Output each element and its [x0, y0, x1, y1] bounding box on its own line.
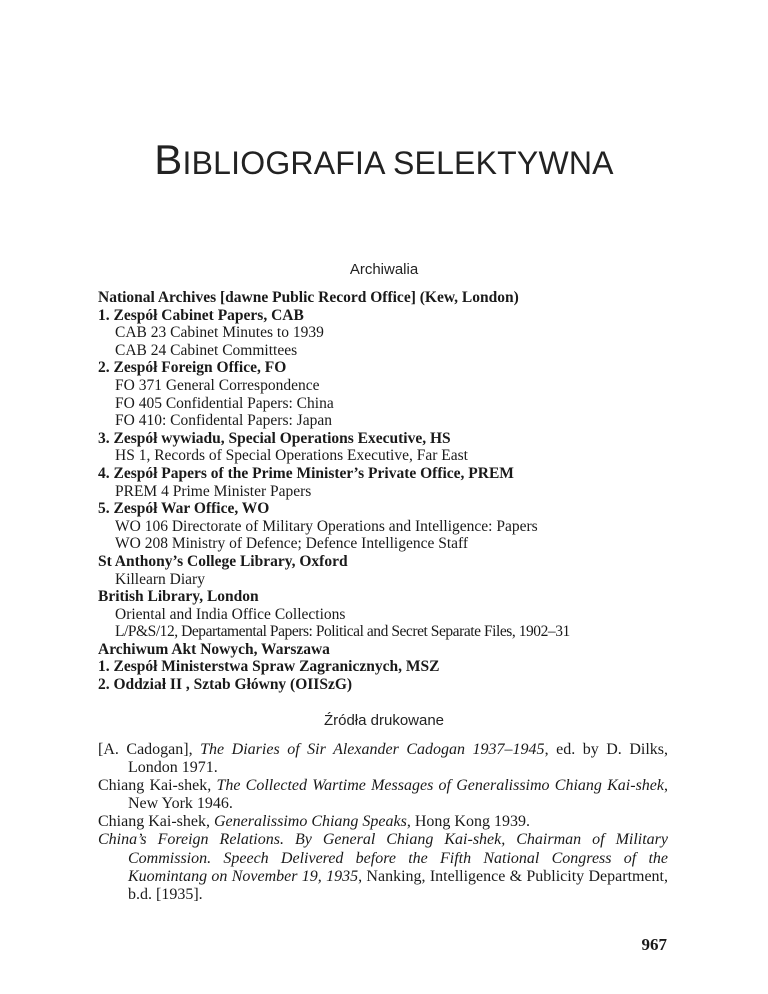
archives-list: [98, 289, 678, 694]
reference-details: , Hong Kong 1939.: [406, 813, 530, 831]
archive-heading: Archiwum Akt Nowych, Warszawa: [98, 640, 330, 658]
archive-entry: FO 405 Confidential Papers: China: [115, 394, 334, 412]
archive-entry: Killearn Diary: [115, 570, 205, 588]
page-title-rest: IBLIOGRAFIA SELEKTYWNA: [182, 145, 614, 181]
reference-title: The Collected Wartime Messages of Generalissimo Chiang Kai-shek: [216, 777, 665, 795]
reference-details: , Nanking, Intelligence & Publicity Department, b.d. [1935].: [128, 867, 669, 903]
reference-title: China’s Foreign Relations. By General Chiang Kai-shek, Chairman of Military Commission. Speech Delivered before the Fifth National Congress of the Kuomintang on November 19, 1935: [98, 831, 668, 885]
reference-details: , ed. by D. Dilks, London 1971.: [128, 741, 668, 777]
archive-heading: National Archives [dawne Public Record Office] (Kew, London): [98, 289, 519, 306]
archive-heading: British Library, London: [98, 588, 259, 606]
archive-heading: 2. Oddział II , Sztab Główny (OIISzG): [98, 676, 353, 694]
reference-entry: [98, 831, 668, 903]
archive-entry: FO 371 General Correspondence: [115, 376, 320, 394]
archive-entry: L/P&S/12, Departamental Papers: Political and Secret Separate Files, 1902–31: [115, 623, 570, 641]
section-heading-archiwalia: Archiwalia: [349, 261, 419, 278]
reference-author: Chiang Kai-shek,: [98, 813, 214, 831]
archive-heading: 4. Zespół Papers of the Prime Minister’s Private Office, PREM: [98, 464, 514, 482]
page-title-initial: B: [154, 136, 183, 183]
archive-entry: HS 1, Records of Special Operations Executive, Far East: [115, 447, 468, 465]
archive-entry: WO 106 Directorate of Military Operations and Intelligence: Papers: [115, 517, 538, 535]
section-heading-zrodla-drukowane: Źródła drukowane: [323, 712, 445, 729]
archive-entry: CAB 23 Cabinet Minutes to 1939: [115, 324, 324, 342]
page-title: [0, 136, 768, 184]
archive-entry: WO 208 Ministry of Defence; Defence Intelligence Staff: [115, 535, 469, 553]
archive-heading: 2. Zespół Foreign Office, FO: [98, 359, 287, 377]
reference-entry: [98, 813, 668, 831]
archive-entry: PREM 4 Prime Minister Papers: [115, 482, 312, 500]
archive-heading: 5. Zespół War Office, WO: [98, 500, 270, 518]
archive-heading: St Anthony’s College Library, Oxford: [98, 552, 348, 570]
reference-details: , New York 1946.: [128, 777, 669, 813]
reference-title: Generalissimo Chiang Speaks: [213, 813, 407, 831]
archive-entry: FO 410: Confidental Papers: Japan: [115, 412, 332, 430]
archive-heading: 1. Zespół Ministerstwa Spraw Zagranicznych, MSZ: [98, 658, 440, 676]
reference-author: Chiang Kai-shek,: [98, 777, 217, 795]
reference-entry: [98, 777, 668, 813]
references-list: [98, 741, 668, 904]
reference-title: The Diaries of Sir Alexander Cadogan 1937–1945: [200, 741, 545, 758]
archive-entry: Oriental and India Office Collections: [115, 605, 346, 623]
reference-author: [A. Cadogan],: [98, 741, 201, 758]
archive-heading: 1. Zespół Cabinet Papers, CAB: [98, 306, 304, 324]
page-number: 967: [641, 935, 667, 954]
reference-entry: [98, 741, 668, 777]
archive-entry: CAB 24 Cabinet Committees: [115, 341, 298, 359]
archive-heading: 3. Zespół wywiadu, Special Operations Executive, HS: [98, 429, 451, 447]
